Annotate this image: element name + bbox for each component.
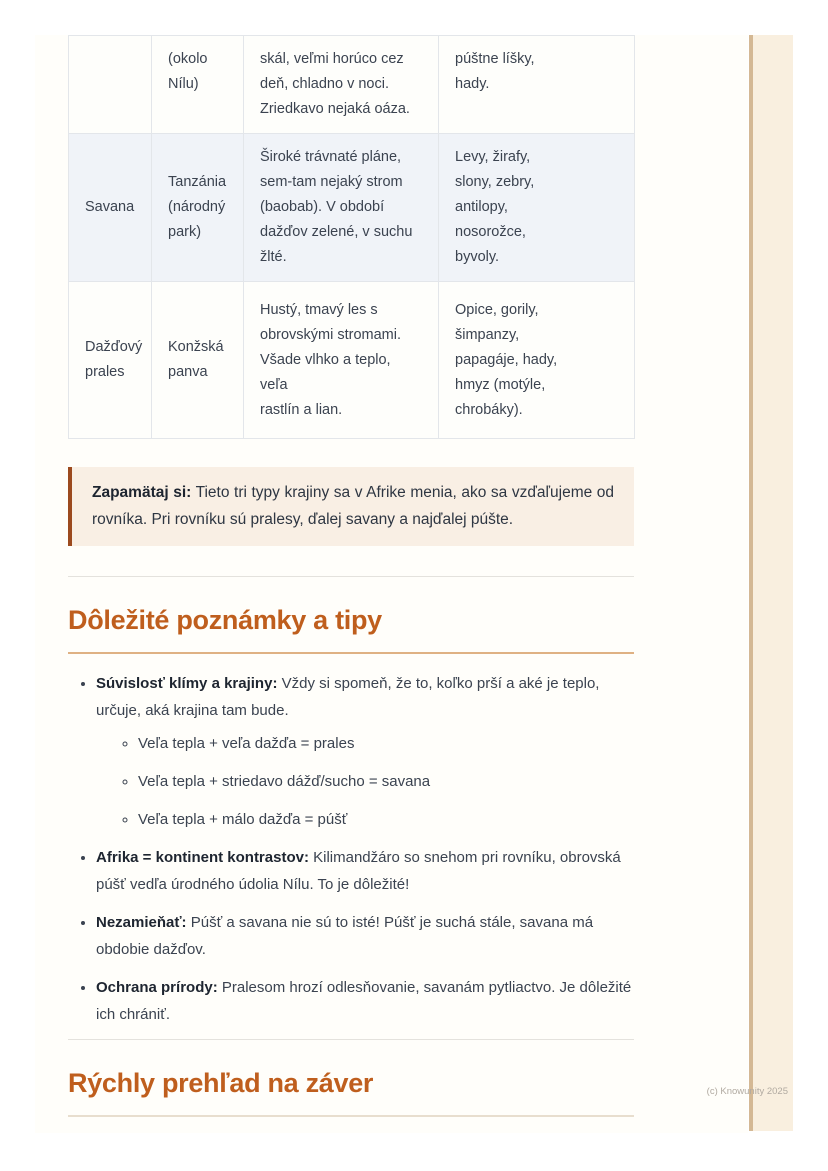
tip-label: Súvislosť klímy a krajiny: (96, 675, 278, 692)
list-line: (baobab). V období (260, 199, 385, 215)
list-line: sem-tam nejaký strom (260, 174, 403, 190)
list-line: Dažďový (85, 339, 143, 355)
list-line: skál, veľmi horúco cez (260, 51, 404, 67)
watermark: (c) Knowunity 2025 (706, 1086, 788, 1097)
list-line: rastlín a lian. (260, 401, 343, 418)
list-line: žlté. (260, 249, 287, 265)
tip-item (96, 844, 634, 898)
list-line: antilopy, (455, 199, 508, 215)
cell-description (244, 134, 439, 282)
tip-item (96, 670, 634, 833)
list-line: šimpanzy, (455, 326, 520, 343)
next-page-edge (753, 35, 793, 1131)
cell-location (152, 134, 244, 282)
list-line: byvoly. (455, 249, 500, 265)
cell-location (152, 36, 244, 134)
list-line: Nílu) (168, 76, 199, 92)
list-line: ◦ Veľa tepla + málo dažďa = púšť (138, 806, 634, 833)
cell-landscape (69, 36, 152, 134)
cell-landscape (69, 282, 152, 439)
cell-animals (439, 282, 635, 439)
section-heading-notes: Dôležité poznámky a tipy (68, 605, 634, 654)
remember-callout (68, 467, 634, 546)
section-divider (68, 1039, 634, 1040)
landscape-table (68, 35, 635, 439)
tip-item (96, 974, 634, 1028)
list-line: nosorožce, (455, 224, 526, 240)
cell-animals (439, 134, 635, 282)
document-page (35, 35, 748, 1133)
tip-text: Púšť a savana nie sú to isté! Púšť je suchá stále, savana má obdobie dažďov. (96, 914, 594, 958)
sub-tip-list (96, 730, 634, 833)
list-line: Tanzánia (168, 174, 227, 190)
list-line: hmyz (motýle, (455, 376, 546, 393)
list-line: slony, zebry, (455, 174, 535, 190)
cell-description (244, 36, 439, 134)
document-content (68, 35, 634, 1117)
tip-text: Kilimandžáro so snehom pri rovníku, obrovská púšť vedľa úrodného údolia Nílu. To je dôležité! (96, 849, 621, 893)
list-line: (národný (168, 199, 226, 215)
list-line: prales (85, 364, 125, 380)
tips-list (68, 670, 634, 1028)
callout-label: Zapamätaj si: (92, 484, 192, 501)
list-line: obrovskými stromami. (260, 326, 401, 343)
list-line: (okolo (168, 51, 208, 67)
list-line: dažďov zelené, v suchu (260, 224, 413, 240)
list-line: papagáje, hady, (455, 351, 558, 368)
list-line: Hustý, tmavý les s (260, 301, 378, 318)
list-line: ◦ Veľa tepla + veľa dažďa = prales (138, 730, 634, 757)
list-line: Zriedkavo nejaká oáza. (260, 101, 410, 117)
list-line: Široké trávnaté pláne, (260, 149, 402, 165)
table-row-prales (69, 282, 635, 439)
list-line: púštne líšky, (455, 51, 535, 67)
cell-description (244, 282, 439, 439)
callout-text: Tieto tri typy krajiny sa v Afrike menia, ako sa vzďaľujeme od rovníka. Pri rovníku sú pralesy, ďalej savany a najďalej púšte. (92, 484, 615, 528)
list-line: Všade vlhko a teplo, veľa (260, 351, 391, 393)
list-line: panva (168, 364, 208, 380)
list-line: Opice, gorily, (455, 301, 539, 318)
section-divider (68, 576, 634, 577)
cell-animals (439, 36, 635, 134)
tip-label: Afrika = kontinent kontrastov: (96, 849, 309, 866)
cell-location (152, 282, 244, 439)
list-line: chrobáky). (455, 401, 523, 418)
tip-text: Vždy si spomeň, že to, koľko prší a aké je teplo, určuje, aká krajina tam bude. (96, 675, 600, 719)
list-line: Konžská (168, 339, 224, 355)
list-line: ◦ Veľa tepla + striedavo dážď/sucho = savana (138, 768, 634, 795)
list-line: Levy, žirafy, (455, 149, 531, 165)
tip-item (96, 909, 634, 963)
tip-label: Nezamieňať: (96, 914, 187, 931)
table-row-savana (69, 134, 635, 282)
table-row-desert-partial (69, 36, 635, 134)
list-line: hady. (455, 76, 490, 92)
section-heading-summary: Rýchly prehľad na záver (68, 1068, 634, 1117)
tip-text: Pralesom hrozí odlesňovanie, savanám pytliactvo. Je dôležité ich chrániť. (96, 979, 632, 1023)
tip-label: Ochrana prírody: (96, 979, 218, 996)
cell-landscape (69, 134, 152, 282)
list-line: deň, chladno v noci. (260, 76, 389, 92)
list-line: park) (168, 224, 202, 240)
list-line: Savana (85, 199, 135, 215)
